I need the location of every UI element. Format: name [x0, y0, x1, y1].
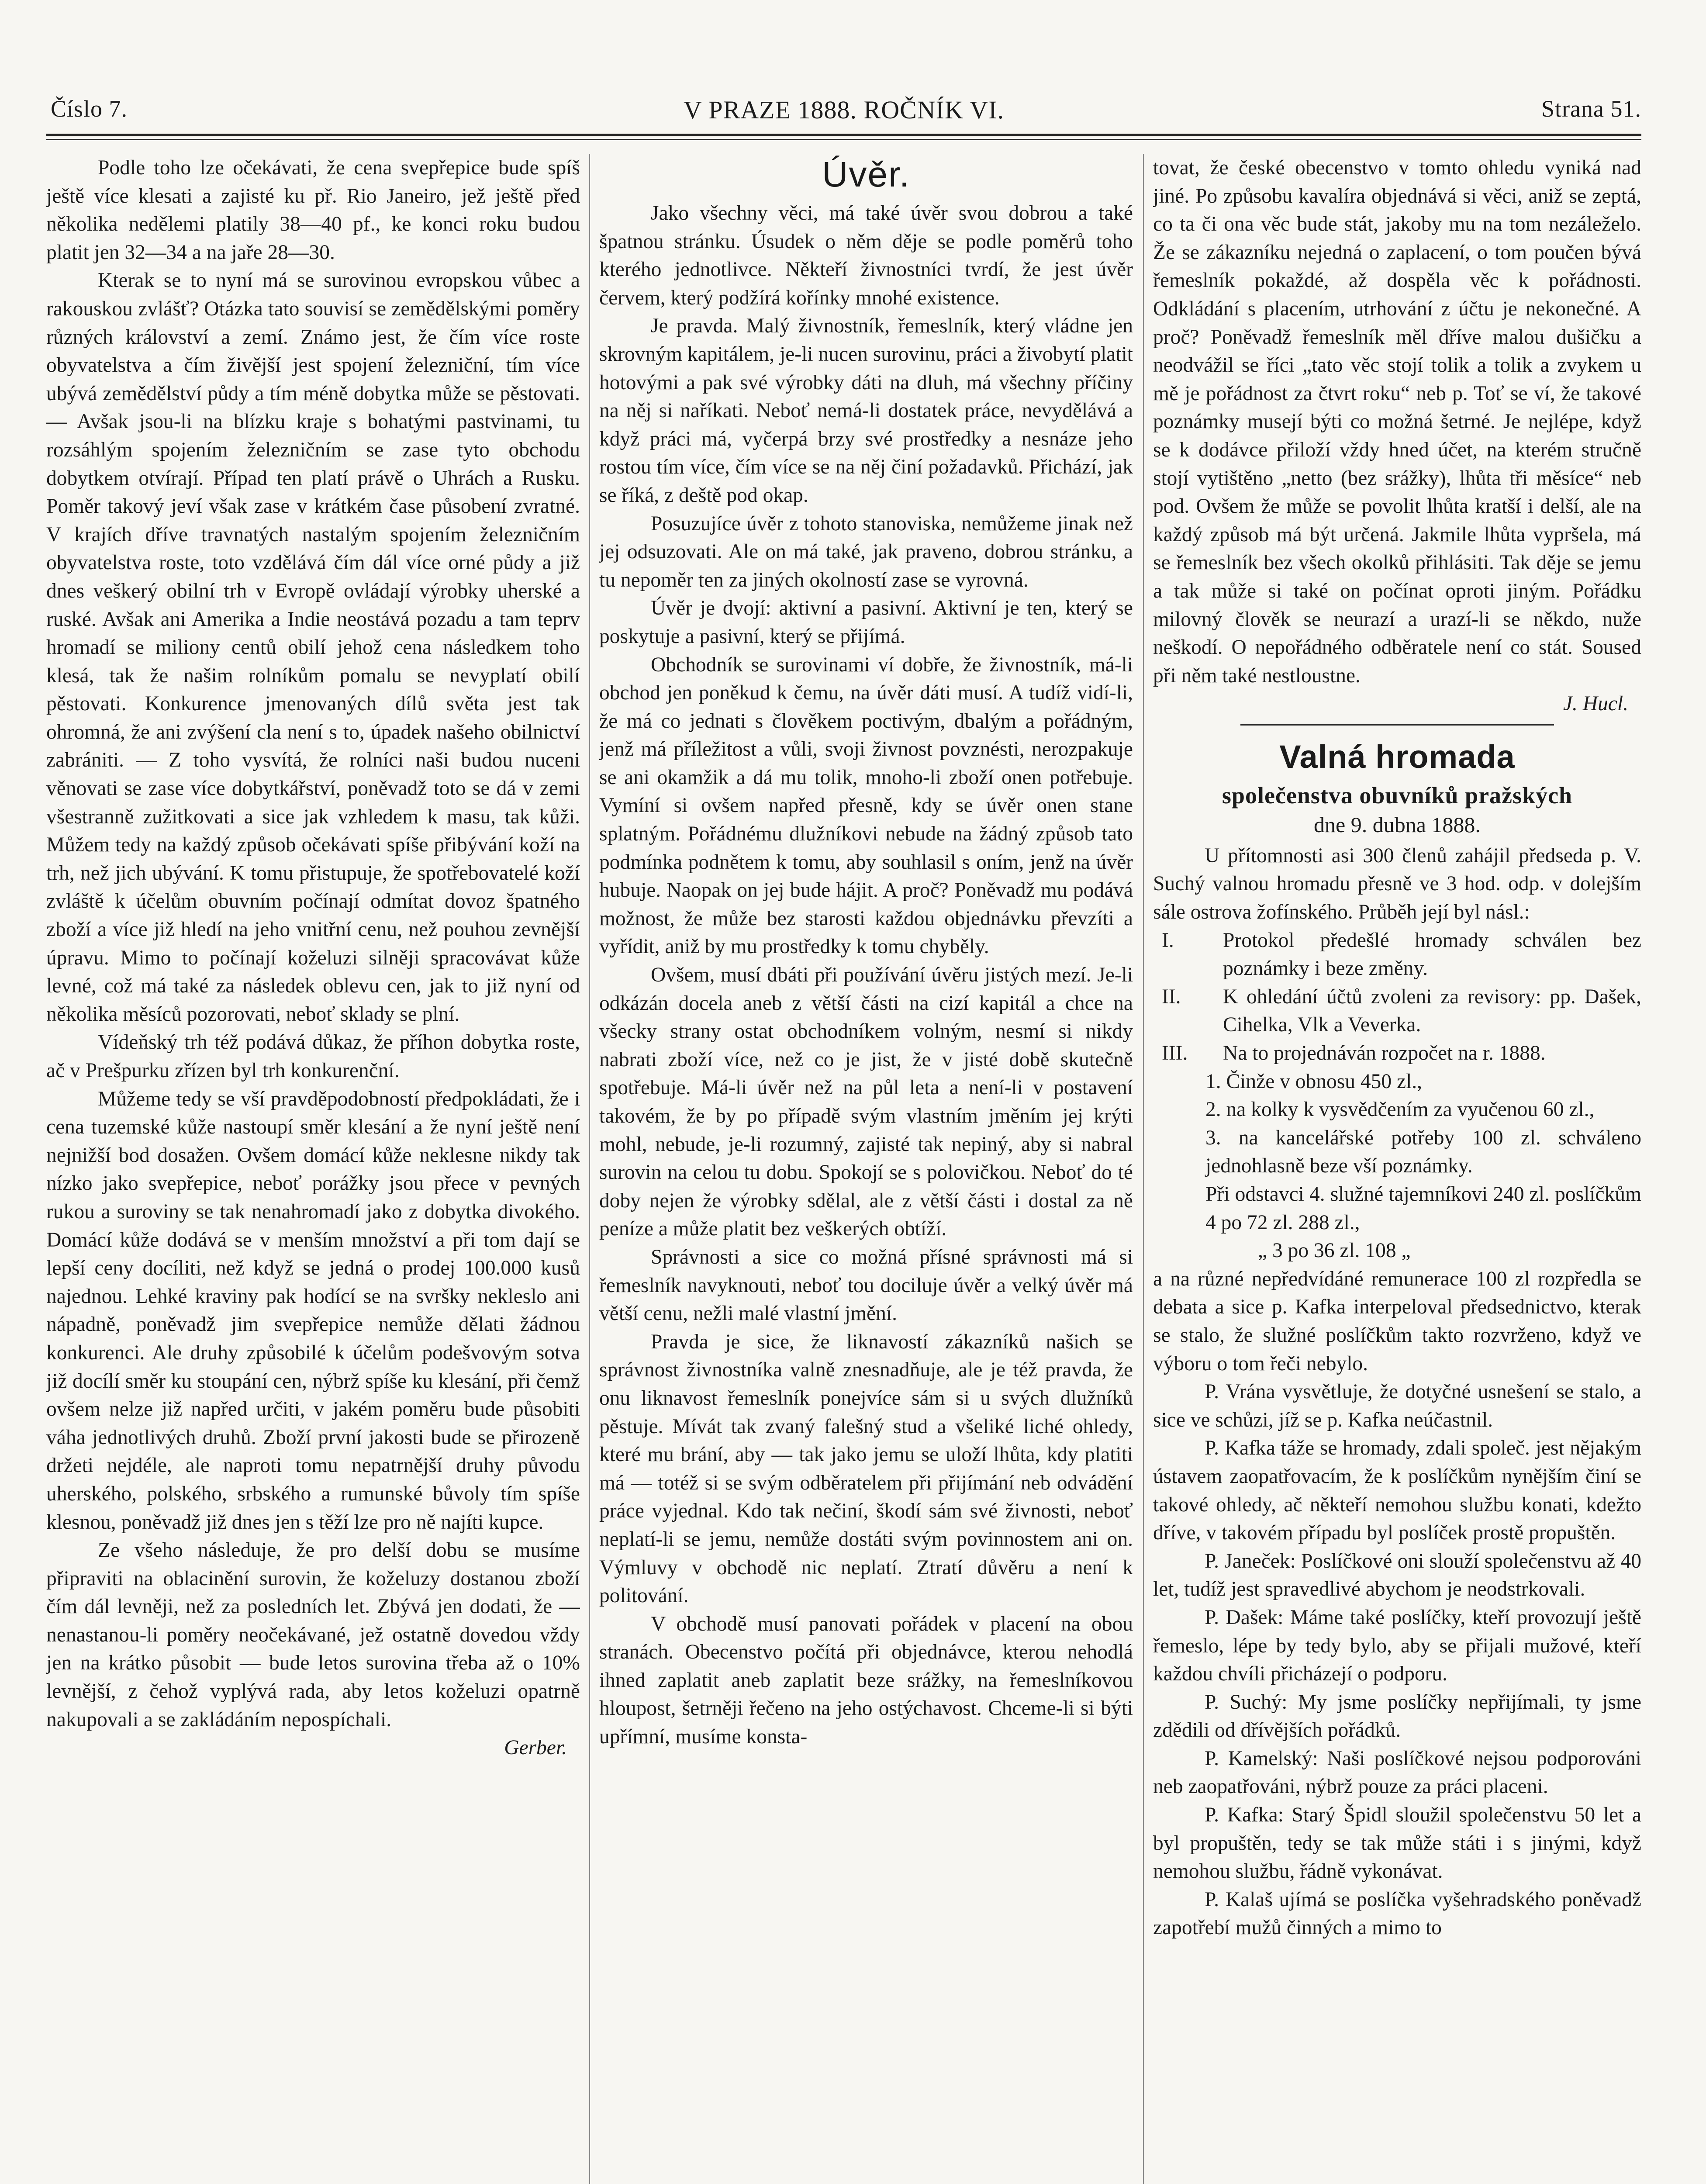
paragraph: P. Suchý: My jsme poslíčky nepřijímali, ty jsme zdědili od dřívějších pořádků. [1153, 1690, 1641, 1742]
header-rule [46, 134, 1641, 136]
paragraph: P. Vrána vysvětluje, že dotyčné usnešení se stalo, a sice ve schůzi, jíž se p. Kafka neúčastnil. [1153, 1380, 1641, 1431]
list-item [1153, 1039, 1641, 1068]
list-text: Na to projednáván rozpočet na r. 1888. [1223, 1042, 1546, 1065]
paragraph: P. Janeček: Poslíčkové oni slouží společenstvu až 40 let, tudíž jest spravedlivé abychom je neodstrkovali. [1153, 1549, 1641, 1601]
section-title: Valná hromada [1279, 738, 1515, 775]
section-divider [1240, 724, 1554, 726]
list-text: K ohledání účtů zvoleni za revisory: pp. Dašek, Cihelka, Vlk a Veverka. [1223, 985, 1641, 1037]
paragraph: Správnosti a sice co možná přísné správnosti má si řemeslník navyknouti, neboť tou dociluje úvěr a velký úvěr má větší cenu, nežli malé vlastní jmění. [599, 1245, 1133, 1325]
paragraph: P. Kafka: Starý Špidl sloužil společenstvu 50 let a byl propuštěn, tedy se tak může státi i s jinými, když nemohou službu, řádně vykonávat. [1153, 1804, 1641, 1883]
paragraph: Vídeňský trh též podává důkaz, že příhon dobytka roste, ač v Prešpurku zřízen byl trh konkurenční. [46, 1031, 580, 1082]
header-rule-thin [46, 139, 1641, 140]
author-signature: J. Hucl. [1563, 692, 1628, 715]
paragraph: Ze všeho následuje, že pro delší dobu se musíme připraviti na oblacinění surovin, že koželuzy dostanou zboží čím dál levněji, než za posledních let. Zbývá jen dodati, že — nenastanou-li poměry neočekávané, jež ostatně dovedou vždy jen na krátko působit — bude letos surovina třeba až o 10% levnější, z čehož vyplývá rada, aby letos koželuzi opatrně nakupovali a se zakládáním nepospíchali. [46, 1539, 580, 1731]
list-item [1153, 926, 1641, 983]
paragraph: Je pravda. Malý živnostník, řemeslník, který vládne jen skrovným kapitálem, je-li nucen surovinu, práci a živobytí platit hotovými a pak své výrobky dáti na dluh, má všechny příčiny na něj si naříkati. Neboť nemá-li dostatek práce, nevydělává a když práci má, vyčerpá brzy své prostředky a nesnáze jeho rostou tím více, čím více se na něj činí požadavků. Přichází, jak se říká, z deště pod okap. [599, 314, 1133, 507]
list-number: I. [1162, 929, 1174, 952]
list-item [1153, 983, 1641, 1039]
masthead-title: V PRAZE 1888. ROČNÍK VI. [683, 96, 1005, 124]
paragraph: tovat, že české obecenstvo v tomto ohledu vyniká nad jiné. Po způsobu kavalíra objednává si věci, aniž se zeptá, co ta či ona věc bude stát, jakoby mu na tom nezáleželo. Že se zákazníku nejedná o zaplacení, o tom poučen bývá řemeslník pokaždé, až dospěla věc k pořádnosti. Odkládání s placením, utrhování z účtu je nekonečné. A proč? Poněvadž řemeslník měl dříve malou dušičku a neodvážil se říci „tato věc stojí tolik a tolik a zvykem u mě je pořádnost za čtvrt roku“ neb p. Toť se ví, že takové poznámky musejí býti co možná šetrné. Je nejlépe, když se k dodávce přiloží vždy hned účet, na kterém stručně stojí vytištěno „netto (bez srážky), lhůta tři měsíce“ neb pod. Ovšem že může se povolit lhůta kratší i delší, ale na každý způsob má být určená. Jakmile lhůta vypršela, má se řemeslník bez všech okolků přihlásiti. Tak děje se jemu a tak může si také on počínat oproti jiným. Pořádku milovný člověk se neurazí a urazí-li se někdo, nuže neškodí. O nepořádného odběratele není co stát. Soused při něm také nestloustne. [1153, 156, 1641, 687]
paragraph: U přítomnosti asi 300 členů zahájil předseda p. V. Suchý valnou hromadu přesně ve 3 hod. odp. v dolejším sále ostrova žofínského. Průběh její byl násl.: [1153, 844, 1641, 924]
paragraph: P. Kafka táže se hromady, zdali společ. jest nějakým ústavem zaopatřovacím, že k poslíčkům nynějším činí se takové ohledy, ač někteří nemohou službu konati, kdežto dříve, v takovém případu byl poslíček prostě propuštěn. [1153, 1437, 1641, 1545]
paragraph: a na různé nepředvídáné remunerace 100 zl rozpředla se debata a sice p. Kafka interpeloval předsednictvo, kterak se stalo, že služné poslíčkům takto rozvrženo, když ve výboru o tom řeči nebylo. [1153, 1267, 1641, 1375]
issue-number: Číslo 7. [51, 96, 128, 122]
section-date: dne 9. dubna 1888. [1314, 812, 1481, 837]
page-number: Strana 51. [1541, 96, 1641, 122]
list-number: II. [1162, 985, 1181, 1008]
paragraph: Ovšem, musí dbáti při používání úvěru jistých mezí. Je-li odkázán docela aneb z větší části na cizí kapitál a chce na všecky strany ostat obchodníkem volným, nesmí si nikdy nabrati zboží více, než co je jist, že v jisté době skutečně spotřebuje. Má-li úvěr než na půl leta a není-li v postavení takovém, že by po případě svým vlastním jměním jej krýti mohl, nebude, je-li rozumný, zajisté tak nepiný, aby si nabral surovin na celou tu dobu. Spokojí se s polovičkou. Neboť do té doby nejen že výrobky sdělal, ale z větší části i dostal za ně peníze a může platit bez veškerých obtíží. [599, 964, 1133, 1241]
paragraph: P. Dašek: Máme také poslíčky, kteří provozují ještě řemeslo, lépe by tedy bylo, aby se přijali mužové, kteří každou chvíli přicházejí o podporu. [1153, 1606, 1641, 1686]
list-number: III. [1162, 1042, 1188, 1065]
paragraph: Podle toho lze očekávati, že cena svepřepice bude spíš ještě více klesati a zajisté ku př. Rio Janeiro, jež ještě před několika nedělemi platily 38—40 pf., ke konci roku budou platit jen 32—34 a na jaře 28—30. [46, 156, 580, 264]
paragraph: Posuzujíce úvěr z tohoto stanoviska, nemůžeme jinak než jej odsuzovati. Ale on má také, jak praveno, dobrou stránku, a tu nepoměr ten za jiných okolností zase se vyrovná. [599, 512, 1133, 591]
section-subtitle: společenstva obuvníků pražských [1222, 782, 1573, 809]
paragraph: Můžeme tedy se vší pravděpodobností předpokládati, že i cena tuzemské kůže nastoupí směr klesání a že nyní ještě není nejnižší bod dosažen. Ovšem domácí kůže neklesne nikdy tak nízko jako svepřepice, neboť porážky jsou přece v pevných rukou a suroviny se tak nenahromadí jako z dobytka divokého. Domácí kůže dodává se v menším množství a při tom dají se lepší ceny docíliti, než když se jedná o prodej 100.000 kusů najednou. Lehké kraviny pak hodící se na svršky nekleslo ani nápadně, poněvadž jim svepřepice nemůže dělati žádnou konkurenci. Ale druhy způsobilé k účelům podešvovým sotva již docílí směr ku stoupání cen, nýbrž spíše ku klesání, při čemž ovšem nelze již napřed určiti, v jakém poměru bude působiti váha jednotlivých druhů. Zboží první jakosti bude se přirozeně držeti nejdéle, ale naproti tomu nepatrnější druhy původu uherského, polského, srbského a rumunské bůvoly tím spíše klesnou, poněvadž již dnes jen s těží lze pro ně najíti kupce. [46, 1087, 580, 1534]
author-signature: Gerber. [504, 1736, 567, 1759]
paragraph: Kterak se to nyní má se surovinou evropskou vůbec a rakouskou zvlášť? Otázka tato souvisí se zemědělskými poměry různých království a zemí. Známo jest, že čím více roste obyvatelstva a čím živější jest spojení železniční, tím více ubývá zemědělství půdy a tím méně dobytka může se pěstovati. — Avšak jsou-li na blízku kraje s bohatými pastvinami, tu rozsáhlým spojením železničním se zase tyto obchodu dobytkem otvírají. Případ ten platí právě o Uhrách a Rusku. Poměr takový jeví však zase v krátkém čase působení zvratné. V krajích dříve travnatých nastalým spojením železničním obyvatelstva roste, toto vzdělává čím dál více orné půdy a již dnes veškerý obilní trh v Evropě ovládají výrobky uherské a ruské. Avšak ani Amerika a Indie neostává pozadu a tam teprv hromadí se miliony centů obilí jehož cena následkem toho klesá, tak že našim rolníkům pomalu se nevyplatí obilí pěstovati. Konkurence jmenovaných dílů světa jest tak ohromná, že ani zvýšení cla není s to, úpadek našeho obilnictví zabrániti. — Z toho vysvítá, že rolníci naši budou nuceni věnovati se zase více dobytkářství, poněvadž toto se dá v zemi všestranně zužitkovati a sice jak vzhledem k masu, tak kůži. Můžem tedy na každý způsob očekávati spíše přibývání koží na trh, než jich ubývání. K tomu přistupuje, že spotřebovatelé koží zvláště k účelům obuvním počínají odmítat dovoz špatného zboží a více již hledí na jeho vnitřní cenu, než pouhou zevnější úpravu. Mimo to počínají koželuzi silněji spracovávat kůže levné, což má také za následek oblevu cen, jak to již nyní od několika měsíců pozorovati, neboť sklady se plní. [46, 269, 580, 1026]
paragraph: V obchodě musí panovati pořádek v placení na obou stranách. Obecenstvo počítá při objednávce, kterou nehodlá ihned zaplatit aneb zaplatit beze srážky, na řemeslníkovou hloupost, šetrněji řečeno na jeho ostýchavost. Chceme-li si býti upřímní, musíme konsta- [599, 1612, 1133, 1749]
budget-item: 1. Činže v obnosu 450 zl., [1205, 1070, 1423, 1093]
budget-item: „ 3 po 36 zl. 108 „ [1258, 1239, 1411, 1262]
paragraph: Obchodník se surovinami ví dobře, že živnostník, má-li obchod jen poněkud k čemu, na úvěr dáti musí. A tudíž vidí-li, že má co jednati s člověkem poctivým, dbalým a pořádným, jenž má příležitost a vůli, svoji živnost povznésti, nerozpakuje se ani okamžik a dá mu tolik, mnoho-li zboží onen potřebuje. Vymíní si ovšem napřed přesně, kdy se úvěr onen stane splatným. Pořádnému dlužníkovi nebude na žádný způsob tato podmínka podnětem k tomu, aby souhlasil s oním, jenž na úvěr hubuje. Naopak on jej bude hájit. A proč? Poněvadž mu podává možnost, že může bez starosti každou objednávku převzíti a vyřídit, aniž by mu prostředky k tomu chyběly. [599, 653, 1133, 958]
budget-item: Při odstavci 4. služné tajemníkovi 240 zl. poslíčkům 4 po 72 zl. 288 zl., [1205, 1183, 1641, 1234]
column-middle [599, 154, 1133, 2184]
agenda-list [1153, 926, 1641, 1068]
article-title: Úvěr. [822, 155, 910, 194]
paragraph: Pravda je sice, že liknavostí zákazníků našich se správnost živnostníka valně znesnadňuje, ale je též pravda, že onu liknavost řemeslník ponejvíce sám si u svých dlužníků pěstuje. Mívát tak zvaný falešný stud a všeliké liché ohledy, které mu brání, aby — tak jako jemu se uloží lhůta, kdy platiti má — totéž si se svým odběratelem při přijímání neb odvádění práce vyjednal. Kdo tak nečiní, škodí sám své živnosti, neboť neplatí-li se jemu, nemůže dostáti svým povinnostem ani on. Výmluvy v obchodě nic neplatí. Ztratí důvěru a není k politování. [599, 1330, 1133, 1607]
budget-item: 3. na kancelářské potřeby 100 zl. schváleno jednohlasně beze vší poznámky. [1205, 1126, 1641, 1178]
paragraph: P. Kamelský: Naši poslíčkové nejsou podporováni neb zaopatřováni, nýbrž pouze za práci placeni. [1153, 1747, 1641, 1798]
column-left [46, 154, 580, 2184]
column-divider [589, 154, 590, 2184]
column-divider [1143, 154, 1144, 2184]
column-right [1153, 154, 1641, 2184]
paragraph: Jako všechny věci, má také úvěr svou dobrou a také špatnou stránku. Úsudek o něm děje se podle poměrů toho kterého jednotlivce. Někteří živnostníci tvrdí, že jest úvěr červem, který podžírá kořínky mnohé existence. [599, 202, 1133, 309]
list-text: Protokol předešlé hromady schválen bez poznámky i beze změny. [1223, 929, 1641, 980]
budget-item: 2. na kolky k vysvědčením za vyučenou 60 zl., [1205, 1098, 1595, 1121]
page-header [46, 95, 1641, 130]
paragraph: P. Kalaš ujímá se poslíčka vyšehradského poněvadž zapotřebí mužů činných a mimo to [1153, 1888, 1641, 1939]
budget-list [1153, 1068, 1641, 1265]
paragraph: Úvěr je dvojí: aktivní a pasivní. Aktivní je ten, který se poskytuje a pasivní, který se přijímá. [599, 597, 1133, 648]
